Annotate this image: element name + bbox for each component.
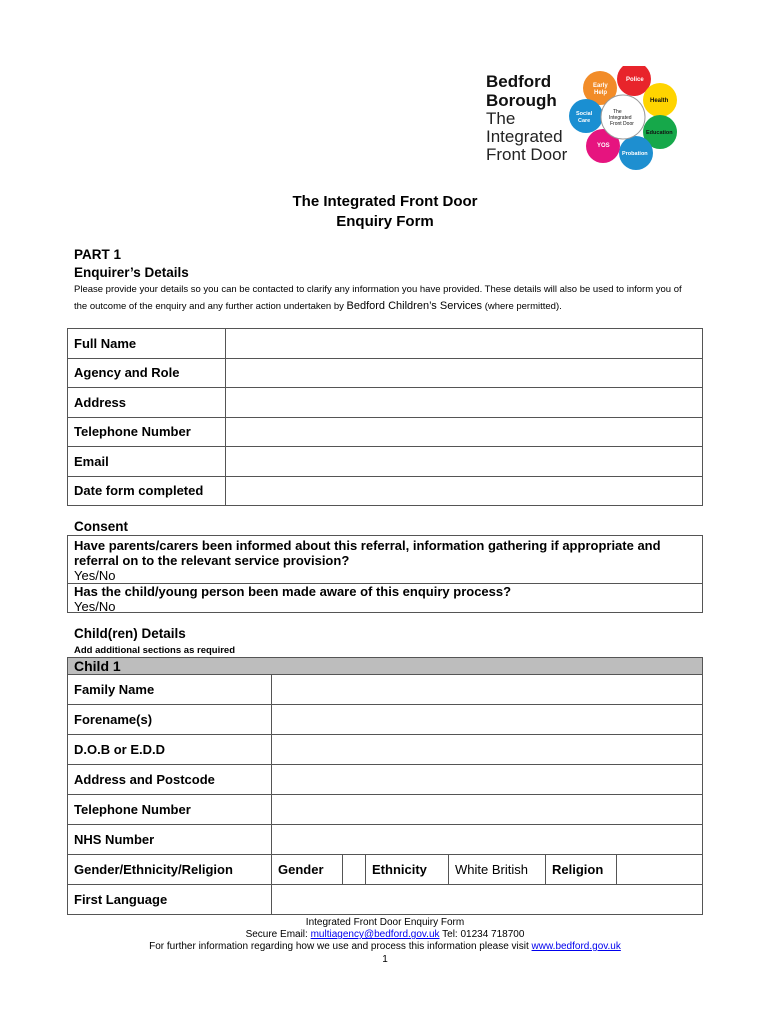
family-name-field[interactable] bbox=[272, 675, 703, 705]
logo-sub-line1: The bbox=[486, 109, 516, 128]
field-label-child-telephone: Telephone Number bbox=[68, 795, 272, 825]
intro-org-name: Bedford Children’s Services bbox=[346, 300, 483, 312]
petal-label-police: Police bbox=[626, 77, 644, 83]
petal-label-social-care: Social Care bbox=[576, 111, 593, 124]
consent-box bbox=[67, 535, 703, 613]
child-details-table bbox=[67, 657, 703, 915]
nhs-number-field[interactable] bbox=[272, 825, 703, 855]
table-row bbox=[68, 735, 703, 765]
religion-label: Religion bbox=[546, 855, 617, 885]
field-label-first-language: First Language bbox=[68, 885, 272, 915]
logo-wordmark bbox=[486, 72, 567, 164]
footer-info-line bbox=[0, 941, 770, 953]
table-row bbox=[68, 358, 703, 388]
first-language-field[interactable] bbox=[272, 885, 703, 915]
field-label-nhs-number: NHS Number bbox=[68, 825, 272, 855]
forenames-field[interactable] bbox=[272, 705, 703, 735]
petal-label-health: Health bbox=[650, 98, 669, 104]
address-field[interactable] bbox=[226, 388, 703, 418]
intro-text-end: (where permitted). bbox=[484, 301, 562, 312]
table-row bbox=[68, 675, 703, 705]
table-row bbox=[68, 417, 703, 447]
table-row bbox=[68, 765, 703, 795]
field-label-demographics: Gender/Ethnicity/Religion bbox=[68, 855, 272, 885]
ethnicity-field[interactable]: White British bbox=[449, 855, 546, 885]
logo-org-line1: Bedford bbox=[486, 72, 552, 91]
child-telephone-field[interactable] bbox=[272, 795, 703, 825]
table-row bbox=[68, 855, 703, 885]
field-label-agency-role: Agency and Role bbox=[68, 358, 226, 388]
petal-label-yos: YOS bbox=[597, 143, 610, 149]
intro-paragraph bbox=[74, 282, 694, 315]
field-label-date-completed: Date form completed bbox=[68, 476, 226, 506]
table-row bbox=[68, 447, 703, 477]
petal-label-probation: Probation bbox=[622, 151, 648, 157]
gender-field[interactable] bbox=[343, 855, 366, 885]
gender-label: Gender bbox=[272, 855, 343, 885]
form-title-line2: Enquiry Form bbox=[336, 213, 434, 230]
full-name-field[interactable] bbox=[226, 329, 703, 359]
consent-question-child: Has the child/young person been made aware of this enquiry process? bbox=[74, 584, 512, 599]
consent-answer-child[interactable]: Yes/No bbox=[74, 599, 116, 614]
dob-field[interactable] bbox=[272, 735, 703, 765]
consent-heading: Consent bbox=[74, 519, 128, 534]
table-row bbox=[68, 658, 703, 675]
table-row bbox=[68, 329, 703, 359]
date-completed-field[interactable] bbox=[226, 476, 703, 506]
logo-sub-line3: Front Door bbox=[486, 145, 568, 164]
footer-email-prefix: Secure Email: bbox=[245, 929, 311, 940]
field-label-forenames: Forename(s) bbox=[68, 705, 272, 735]
address-postcode-field[interactable] bbox=[272, 765, 703, 795]
agency-role-field[interactable] bbox=[226, 358, 703, 388]
enquirer-details-table bbox=[67, 328, 703, 506]
religion-field[interactable] bbox=[617, 855, 703, 885]
field-label-address: Address bbox=[68, 388, 226, 418]
telephone-field[interactable] bbox=[226, 417, 703, 447]
form-title-line1: The Integrated Front Door bbox=[292, 193, 478, 210]
children-subheading: Add additional sections as required bbox=[74, 645, 236, 656]
table-row bbox=[68, 388, 703, 418]
footer-email-link[interactable]: multiagency@bedford.gov.uk bbox=[310, 929, 440, 940]
part-heading: PART 1 bbox=[74, 247, 122, 262]
table-row bbox=[68, 476, 703, 506]
page-number: 1 bbox=[382, 954, 388, 965]
enquirer-details-heading: Enquirer’s Details bbox=[74, 265, 189, 280]
footer-website-link[interactable]: www.bedford.gov.uk bbox=[531, 941, 621, 952]
table-row bbox=[68, 795, 703, 825]
table-row bbox=[68, 825, 703, 855]
email-field[interactable] bbox=[226, 447, 703, 477]
child-section-header: Child 1 bbox=[68, 658, 703, 675]
logo-flower-icon bbox=[566, 66, 686, 172]
petal-label-early-help: Early Help bbox=[593, 83, 608, 96]
field-label-telephone: Telephone Number bbox=[68, 417, 226, 447]
field-label-dob: D.O.B or E.D.D bbox=[68, 735, 272, 765]
field-label-family-name: Family Name bbox=[68, 675, 272, 705]
table-row bbox=[68, 885, 703, 915]
children-heading: Child(ren) Details bbox=[74, 626, 186, 641]
ethnicity-label: Ethnicity bbox=[366, 855, 449, 885]
consent-answer-parents[interactable]: Yes/No bbox=[74, 568, 116, 583]
intro-text: Please provide your details so you can be contacted to clarify any information you have provided. These details will also be used to inform you of the outcome of the enquiry and any further action undertaken by bbox=[74, 284, 682, 312]
footer-info-text: For further information regarding how we use and process this information please visit bbox=[149, 941, 532, 952]
field-label-email: Email bbox=[68, 447, 226, 477]
field-label-full-name: Full Name bbox=[68, 329, 226, 359]
footer-contact-line bbox=[0, 929, 770, 941]
logo-center-label: The Integrated Front Door bbox=[609, 109, 634, 127]
footer-tel: Tel: 01234 718700 bbox=[439, 929, 525, 940]
consent-question-parents: Have parents/carers been informed about this referral, information gathering if appropriate and referral on to the relevant service provision? bbox=[74, 538, 661, 568]
logo-sub-line2: Integrated bbox=[486, 127, 563, 146]
petal-label-education: Education bbox=[646, 130, 673, 136]
logo-org-line2: Borough bbox=[486, 91, 557, 110]
field-label-address-postcode: Address and Postcode bbox=[68, 765, 272, 795]
table-row bbox=[68, 705, 703, 735]
footer-form-name: Integrated Front Door Enquiry Form bbox=[305, 917, 465, 928]
